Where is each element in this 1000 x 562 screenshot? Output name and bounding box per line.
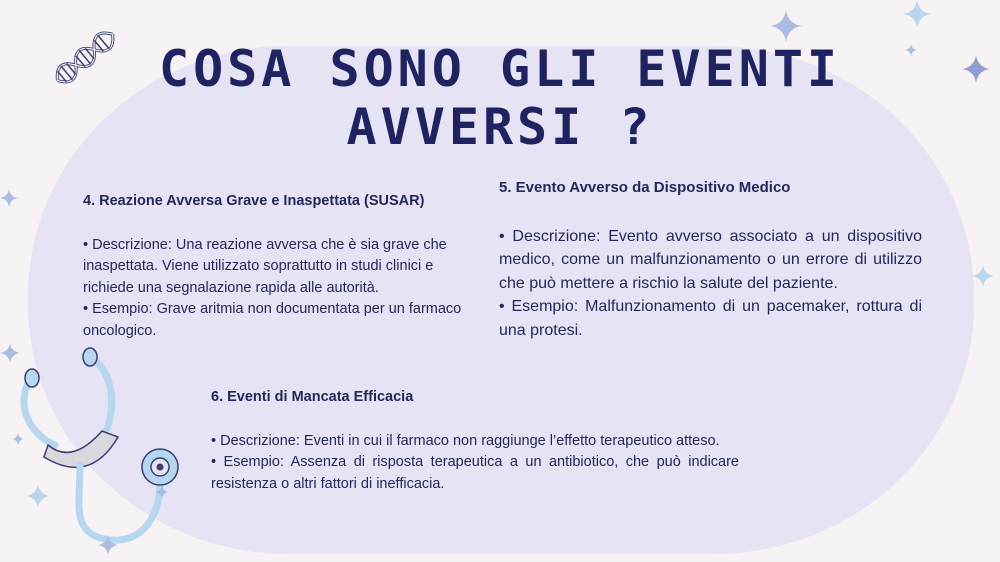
section-example: • Esempio: Assenza di risposta terapeutica a un antibiotico, che può indicare resistenza o altri fattori di inefficacia.: [211, 454, 739, 492]
section-medical-device: [499, 176, 922, 342]
section-heading: 4. Reazione Avversa Grave e Inaspettata (SUSAR): [83, 193, 425, 209]
section-heading: 6. Eventi di Mancata Efficacia: [211, 389, 414, 405]
sparkle-icon: [770, 10, 802, 42]
sparkle-icon: [962, 55, 990, 83]
section-example: • Esempio: Malfunzionamento di un pacemaker, rottura di una protesi.: [499, 298, 922, 339]
section-susar: [83, 191, 478, 342]
sparkle-icon: [12, 433, 24, 445]
sparkle-icon: [972, 265, 994, 287]
section-lack-of-efficacy: [211, 387, 739, 495]
dna-icon: [42, 20, 122, 100]
section-example: • Esempio: Grave aritmia non documentata per un farmaco oncologico.: [83, 301, 462, 339]
sparkle-icon: [0, 343, 20, 363]
sparkle-icon: [98, 535, 118, 555]
section-heading: 5. Evento Avverso da Dispositivo Medico: [499, 179, 791, 196]
page-title: COSA SONO GLI EVENTI AVVERSI ?: [158, 40, 842, 156]
sparkle-icon: [155, 485, 169, 499]
stethoscope-icon: [10, 345, 190, 545]
sparkle-icon: [905, 44, 917, 56]
section-description: • Descrizione: Una reazione avversa che è sia grave che inaspettata. Viene utilizzato soprattutto in studi clinici e richiede una segnalazione rapida alle autorità.: [83, 236, 447, 296]
section-description: • Descrizione: Evento avverso associato a un dispositivo medico, come un malfunzionamento o un errore di utilizzo che può mettere a rischio la salute del paziente.: [499, 227, 922, 292]
section-description: • Descrizione: Eventi in cui il farmaco non raggiunge l’effetto terapeutico atteso.: [211, 432, 720, 449]
sparkle-icon: [903, 0, 931, 28]
sparkle-icon: [0, 185, 18, 211]
sparkle-icon: [26, 484, 50, 508]
